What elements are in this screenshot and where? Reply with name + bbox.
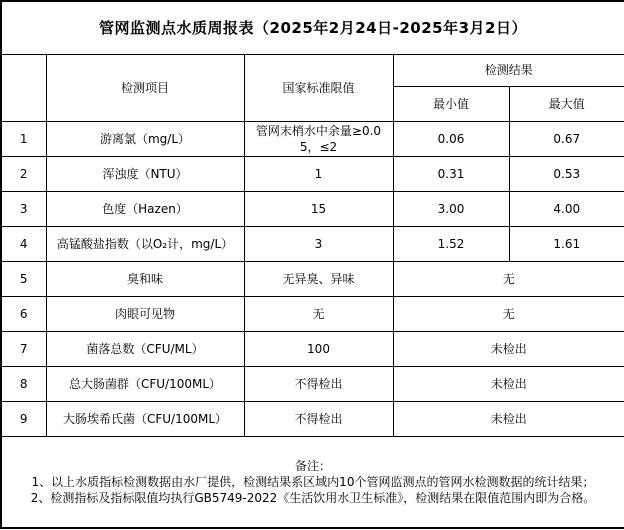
table-row <box>1 402 624 437</box>
item-cell: 总大肠菌群（CFU/100ML） <box>46 367 244 402</box>
table-row <box>1 262 624 297</box>
corner-cell <box>1 55 46 122</box>
standard-cell: 100 <box>244 332 393 367</box>
table-row <box>1 192 624 227</box>
result-cell: 无 <box>393 297 624 332</box>
notes-label: 备注： <box>295 459 332 474</box>
header-min: 最小值 <box>393 87 509 122</box>
max-cell: 0.53 <box>509 157 624 192</box>
min-cell: 1.52 <box>393 227 509 262</box>
header-item: 检测项目 <box>46 55 244 122</box>
table-row <box>1 157 624 192</box>
standard-cell: 15 <box>244 192 393 227</box>
min-cell: 0.06 <box>393 122 509 157</box>
row-number: 2 <box>1 157 46 192</box>
standard-cell: 无异臭、异味 <box>244 262 393 297</box>
result-cell: 未检出 <box>393 402 624 437</box>
row-number: 1 <box>1 122 46 157</box>
item-cell: 游离氯（mg/L） <box>46 122 244 157</box>
header-max: 最大值 <box>509 87 624 122</box>
note-line: 1、以上水质指标检测数据由水厂提供，检测结果系区域内10个管网监测点的管网水检测数据的统计结果； <box>31 475 595 490</box>
header-standard: 国家标准限值 <box>244 55 393 122</box>
item-cell: 臭和味 <box>46 262 244 297</box>
item-cell: 浑浊度（NTU） <box>46 157 244 192</box>
max-cell: 1.61 <box>509 227 624 262</box>
standard-cell: 无 <box>244 297 393 332</box>
result-cell: 未检出 <box>393 367 624 402</box>
max-cell: 4.00 <box>509 192 624 227</box>
standard-cell: 不得检出 <box>244 402 393 437</box>
item-cell: 肉眼可见物 <box>46 297 244 332</box>
standard-cell: 3 <box>244 227 393 262</box>
row-number: 6 <box>1 297 46 332</box>
notes-row <box>1 437 624 529</box>
standard-cell: 1 <box>244 157 393 192</box>
row-number: 4 <box>1 227 46 262</box>
header-row-1 <box>1 55 624 87</box>
standard-cell: 管网末梢水中余量≥0.05，≤2 <box>244 122 393 157</box>
table-row <box>1 122 624 157</box>
table-row <box>1 367 624 402</box>
min-cell: 3.00 <box>393 192 509 227</box>
row-number: 9 <box>1 402 46 437</box>
item-cell: 色度（Hazen） <box>46 192 244 227</box>
result-cell: 未检出 <box>393 332 624 367</box>
min-cell: 0.31 <box>393 157 509 192</box>
table-row <box>1 332 624 367</box>
page-title: 管网监测点水质周报表（2025年2月24日-2025年3月2日） <box>1 1 624 55</box>
row-number: 5 <box>1 262 46 297</box>
header-result-group: 检测结果 <box>393 55 624 87</box>
table-row <box>1 297 624 332</box>
row-number: 3 <box>1 192 46 227</box>
row-number: 8 <box>1 367 46 402</box>
item-cell: 高锰酸盐指数（以O₂计，mg/L） <box>46 227 244 262</box>
item-cell: 大肠埃希氏菌（CFU/100ML） <box>46 402 244 437</box>
max-cell: 0.67 <box>509 122 624 157</box>
item-cell: 菌落总数（CFU/ML） <box>46 332 244 367</box>
note-line: 2、检测指标及指标限值均执行GB5749-2022《生活饮用水卫生标准》，检测结果在限值范围内即为合格。 <box>30 491 596 506</box>
result-cell: 无 <box>393 262 624 297</box>
standard-cell: 不得检出 <box>244 367 393 402</box>
table-row <box>1 227 624 262</box>
title-row <box>1 1 624 55</box>
notes-cell <box>1 437 624 529</box>
row-number: 7 <box>1 332 46 367</box>
